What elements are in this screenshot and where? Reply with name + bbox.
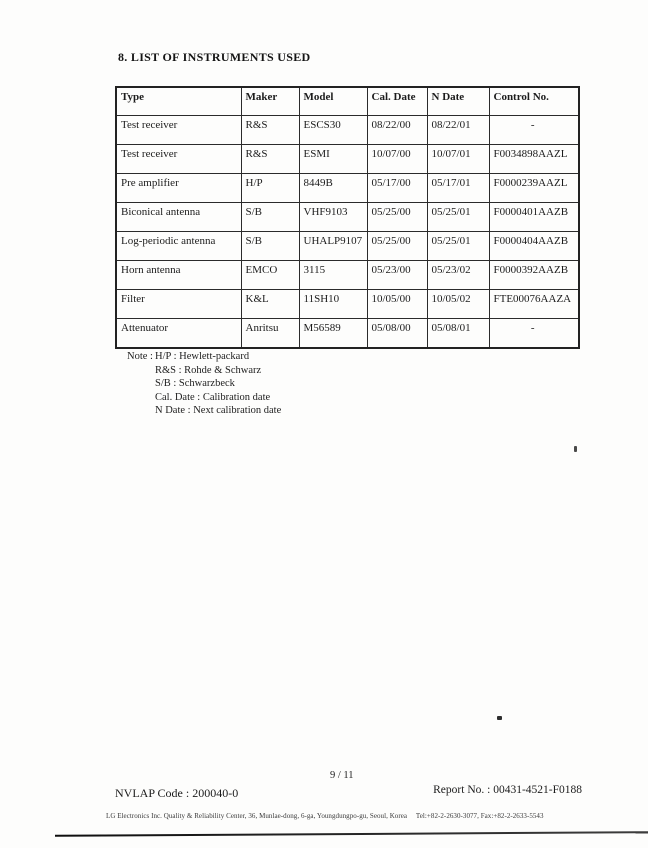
table-cell: R&S	[241, 116, 299, 145]
column-header: Type	[116, 87, 241, 116]
table-cell: Filter	[116, 290, 241, 319]
table-row	[116, 174, 579, 203]
table-cell: 05/23/00	[367, 261, 427, 290]
table-cell: M56589	[299, 319, 367, 349]
footer-address: LG Electronics Inc. Quality & Reliability Center, 36, Munlae-dong, 6-ga, Youngdungpo-gu, Seoul, Korea Tel:+82-2-2630-3077, Fax:+82-2-2633-5543	[106, 812, 544, 820]
table-row	[116, 261, 579, 290]
table-cell: Test receiver	[116, 145, 241, 174]
column-header: N Date	[427, 87, 489, 116]
table-cell: 05/17/01	[427, 174, 489, 203]
table-cell: Horn antenna	[116, 261, 241, 290]
column-header: Model	[299, 87, 367, 116]
table-row	[116, 116, 579, 145]
table-cell: -	[489, 116, 579, 145]
table-cell: Anritsu	[241, 319, 299, 349]
table-cell: 05/17/00	[367, 174, 427, 203]
table-cell: S/B	[241, 203, 299, 232]
note-line: H/P : Hewlett-packard	[155, 351, 250, 362]
table-cell: 11SH10	[299, 290, 367, 319]
table-cell: 05/25/00	[367, 232, 427, 261]
table-cell: F0000392AAZB	[489, 261, 579, 290]
table-row	[116, 232, 579, 261]
table-cell: F0000404AAZB	[489, 232, 579, 261]
table-row	[116, 319, 579, 349]
table-cell: S/B	[241, 232, 299, 261]
note-line: S/B : Schwarzbeck	[155, 378, 235, 389]
table-cell: 10/05/00	[367, 290, 427, 319]
column-header: Control No.	[489, 87, 579, 116]
note-line: R&S : Rohde & Schwarz	[155, 364, 262, 376]
scan-artifact-speck	[574, 446, 577, 452]
table-cell: 10/07/00	[367, 145, 427, 174]
table-cell: 10/07/01	[427, 145, 489, 174]
note-lines	[155, 350, 281, 418]
nvlap-code: NVLAP Code : 200040-0	[115, 786, 239, 800]
report-number: Report No. : 00431-4521-F0188	[433, 784, 582, 796]
table-cell: ESCS30	[299, 116, 367, 145]
table-cell: 05/25/00	[367, 203, 427, 232]
table-cell: Attenuator	[116, 319, 241, 349]
table-row	[116, 203, 579, 232]
table-cell: 8449B	[299, 174, 367, 203]
table-cell: ESMI	[299, 145, 367, 174]
table-cell: Biconical antenna	[116, 203, 241, 232]
note-line: N Date : Next calibration date	[155, 405, 282, 416]
table-cell: Pre amplifier	[116, 174, 241, 203]
note-block	[127, 350, 281, 418]
table-cell: 05/25/01	[427, 232, 489, 261]
table-cell: 05/23/02	[427, 261, 489, 290]
table-cell: 10/05/02	[427, 290, 489, 319]
column-header: Maker	[241, 87, 299, 116]
table-cell: 05/08/01	[427, 319, 489, 349]
table-cell: F0000239AAZL	[489, 174, 579, 203]
table-cell: Test receiver	[116, 116, 241, 145]
table-cell: 08/22/01	[427, 116, 489, 145]
instruments-table	[115, 86, 580, 349]
table-cell: -	[489, 319, 579, 349]
table-cell: 05/25/01	[427, 203, 489, 232]
table-cell: UHALP9107	[299, 232, 367, 261]
table-cell: VHF9103	[299, 203, 367, 232]
table-cell: F0000401AAZB	[489, 203, 579, 232]
note-label: Note :	[127, 351, 153, 362]
table-cell: 3115	[299, 261, 367, 290]
column-header: Cal. Date	[367, 87, 427, 116]
page-number: 9 / 11	[330, 770, 354, 781]
table-cell: F0034898AAZL	[489, 145, 579, 174]
note-line: Cal. Date : Calibration date	[155, 391, 271, 403]
scan-edge-line	[55, 831, 648, 837]
table-row	[116, 290, 579, 319]
table-cell: Log-periodic antenna	[116, 232, 241, 261]
instruments-table-header-row	[116, 87, 579, 116]
table-row	[116, 145, 579, 174]
table-cell: R&S	[241, 145, 299, 174]
table-cell: K&L	[241, 290, 299, 319]
table-cell: EMCO	[241, 261, 299, 290]
scan-artifact-dot	[497, 716, 502, 720]
section-title: 8. LIST OF INSTRUMENTS USED	[118, 50, 311, 64]
table-cell: 08/22/00	[367, 116, 427, 145]
table-cell: FTE00076AAZA	[489, 290, 579, 319]
table-cell: 05/08/00	[367, 319, 427, 349]
table-cell: H/P	[241, 174, 299, 203]
